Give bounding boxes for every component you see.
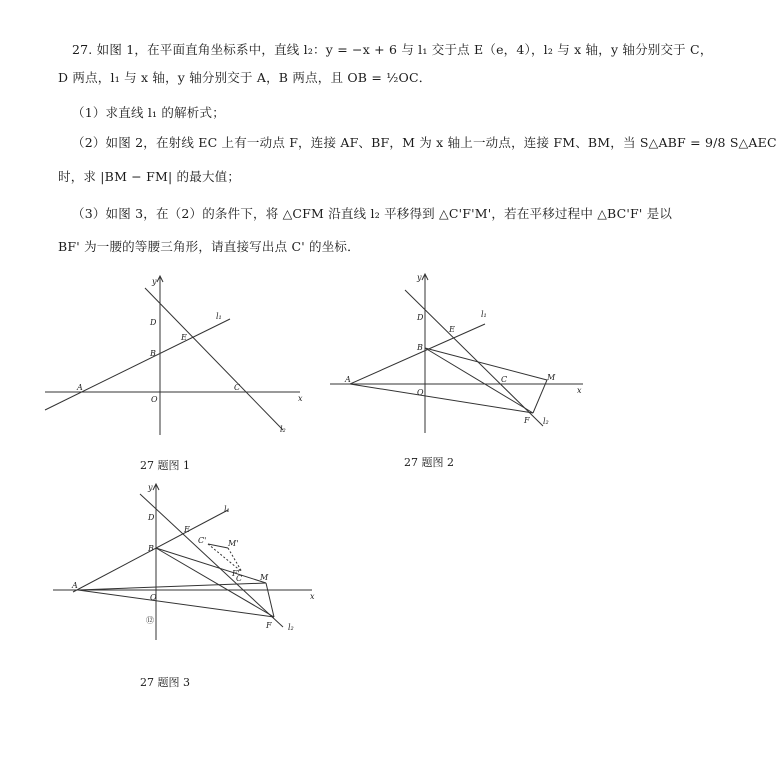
point-D-label: D — [417, 313, 424, 322]
figure-3 — [48, 480, 328, 650]
y-axis-label: y — [148, 483, 153, 492]
point-F1-label: F' — [232, 569, 240, 578]
origin-label: O — [150, 593, 157, 602]
segment-AM — [78, 583, 266, 590]
line-l2 — [145, 288, 283, 430]
origin-label: O — [417, 388, 424, 397]
y-axis-label: y — [417, 273, 422, 282]
question-3-line-1: （3）如图 3，在（2）的条件下，将 △CFM 沿直线 l₂ 平移得到 △C'F'M'，若在平移过程中 △BC'F' 是以 — [72, 206, 673, 221]
point-F-label: F — [524, 416, 530, 425]
point-E-label: E — [184, 525, 190, 534]
handwritten-mark: ⑫ — [146, 616, 154, 625]
x-axis-label: x — [577, 386, 582, 395]
point-C1-label: C' — [198, 536, 207, 545]
segment-BF — [425, 348, 533, 413]
line-l1-label: l₁ — [224, 505, 230, 514]
point-B-label: B — [148, 544, 154, 553]
origin-label: O — [151, 395, 158, 404]
line-l1-label: l₁ — [216, 312, 222, 321]
point-C-label: C — [236, 574, 243, 583]
question-3-line-2: BF' 为一腰的等腰三角形，请直接写出点 C' 的坐标． — [58, 239, 360, 254]
point-M-label: M — [547, 373, 556, 382]
point-B-label: B — [150, 349, 156, 358]
line-l2 — [405, 290, 543, 426]
figure-2 — [325, 268, 595, 443]
segment-BM — [425, 348, 547, 380]
point-B-label: B — [417, 343, 423, 352]
point-C-label: C — [234, 383, 241, 392]
point-F-label: F — [266, 621, 272, 630]
line-l2-label: l₂ — [543, 417, 549, 426]
question-1: （1）求直线 l₁ 的解析式； — [72, 105, 225, 120]
point-C-label: C — [501, 375, 508, 384]
point-E-label: E — [181, 333, 187, 342]
segment-BM — [156, 548, 266, 583]
line-l2-label: l₂ — [280, 425, 286, 434]
figure-1-caption: 27 题图 1 — [140, 459, 190, 472]
question-2-line-2: 时，求 |BM − FM| 的最大值； — [58, 169, 241, 184]
figure-1 — [40, 270, 320, 450]
point-M1-label: M' — [228, 539, 239, 548]
segment-BF — [156, 548, 274, 617]
point-A-label: A — [72, 581, 78, 590]
segment-AF — [350, 384, 533, 413]
segment-AF — [78, 590, 274, 617]
point-D-label: D — [148, 513, 155, 522]
question-2-line-1: （2）如图 2，在射线 EC 上有一动点 F，连接 AF、BF，M 为 x 轴上一动点，连接 FM、BM，当 S△ABF = 9/8 S△AEC — [72, 135, 777, 150]
figure-3-caption: 27 题图 3 — [140, 676, 190, 689]
point-D-label: D — [150, 318, 157, 327]
line-l1 — [350, 324, 485, 384]
line-l2-label: l₂ — [288, 623, 294, 632]
figure-2-caption: 27 题图 2 — [404, 456, 454, 469]
line-l1 — [45, 319, 230, 410]
point-A-label: A — [345, 375, 351, 384]
point-M-label: M — [260, 573, 269, 582]
translated-C1M1 — [208, 544, 228, 548]
x-axis-label: x — [298, 394, 303, 403]
translated-C1F1 — [208, 544, 242, 572]
x-axis-label: x — [310, 592, 315, 601]
point-E-label: E — [449, 325, 455, 334]
line-l1-label: l₁ — [481, 310, 487, 319]
segment-FM — [533, 380, 547, 413]
y-axis-label: y — [152, 277, 157, 286]
line-l2 — [140, 494, 283, 627]
problem-statement-line-2: D 两点，l₁ 与 x 轴，y 轴分别交于 A，B 两点，且 OB = ½OC． — [58, 70, 432, 85]
point-A-label: A — [77, 383, 83, 392]
problem-statement-line-1: 27. 如图 1，在平面直角坐标系中，直线 l₂：y = −x + 6 与 l₁ 交于点 E（e，4），l₂ 与 x 轴，y 轴分别交于 C， — [72, 42, 713, 57]
